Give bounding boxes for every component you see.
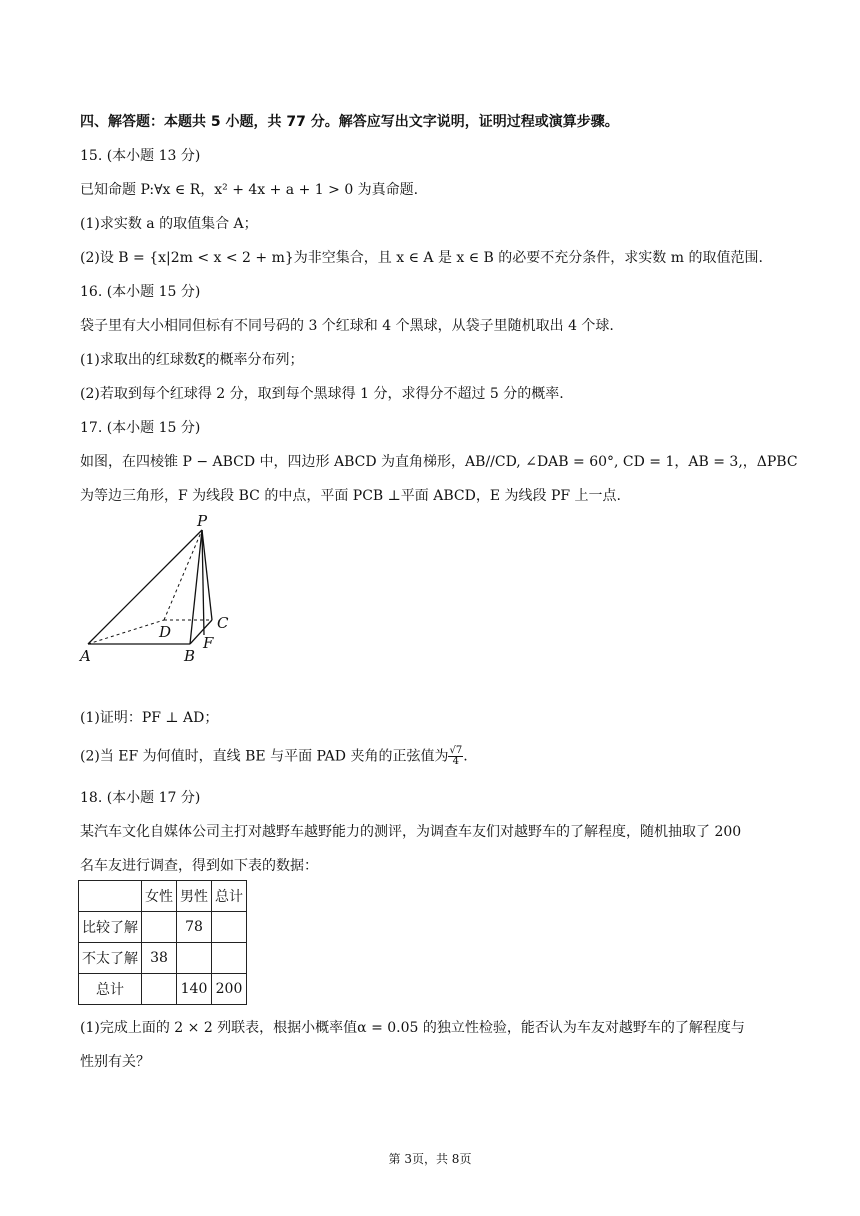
q17-part2-text: (2)当 EF 为何值时，直线 BE 与平面 PAD 夹角的正弦值为 — [80, 748, 449, 765]
table-row — [79, 943, 247, 974]
table-header-cell: 男性 — [177, 881, 212, 912]
table-cell — [177, 943, 212, 974]
table-cell: 78 — [177, 912, 212, 943]
q18-part1-line2: 性别有关？ — [80, 1054, 150, 1070]
pyramid-figure — [74, 510, 244, 666]
q18-part1-line1: (1)完成上面的 2 × 2 列联表，根据小概率值α = 0.05 的独立性检验，能否认为车友对越野车的了解程度与 — [80, 1020, 745, 1036]
q17-stem-line1: 如图，在四棱锥 P − ABCD 中，四边形 ABCD 为直角梯形，AB//CD, ∠DAB = 60°, CD = 1，AB = 3,，ΔPBC — [80, 454, 798, 470]
table-cell: 总计 — [79, 974, 142, 1005]
q15-part2: (2)设 B = {x|2m < x < 2 + m}为非空集合，且 x ∈ A 是 x ∈ B 的必要不充分条件，求实数 m 的取值范围. — [80, 250, 763, 266]
table-cell — [212, 912, 247, 943]
q18-header: 18. (本小题 17 分) — [80, 790, 201, 806]
edge-PA — [88, 530, 202, 644]
section-heading: 四、解答题：本题共 5 小题，共 77 分。解答应写出文字说明，证明过程或演算步骤。 — [80, 114, 619, 130]
fraction-numerator: √7 — [449, 745, 463, 756]
q17-stem-line2: 为等边三角形，F 为线段 BC 的中点，平面 PCB ⊥平面 ABCD，E 为线段 PF 上一点. — [80, 488, 622, 504]
table-cell: 不太了解 — [79, 943, 142, 974]
table-cell: 140 — [177, 974, 212, 1005]
q16-part1: (1)求取出的红球数ξ的概率分布列； — [80, 352, 304, 368]
table-row — [79, 912, 247, 943]
q17-part2-period: . — [463, 748, 468, 765]
q15-header: 15. (本小题 13 分) — [80, 148, 201, 164]
table-header-row — [79, 881, 247, 912]
table-cell — [212, 943, 247, 974]
label-B: B — [184, 647, 196, 665]
table-cell — [142, 974, 177, 1005]
q16-header: 16. (本小题 15 分) — [80, 284, 201, 300]
table-cell: 200 — [212, 974, 247, 1005]
q15-part1: (1)求实数 a 的取值集合 A； — [80, 216, 258, 232]
table-cell: 38 — [142, 943, 177, 974]
table-cell: 比较了解 — [79, 912, 142, 943]
table-cell — [142, 912, 177, 943]
q18-stem-line2: 名车友进行调查，得到如下表的数据： — [80, 858, 318, 874]
edge-PB — [190, 530, 202, 644]
q17-part1: (1)证明：PF ⊥ AD； — [80, 710, 219, 726]
q17-part2 — [80, 746, 468, 767]
fraction-denominator: 4 — [452, 756, 459, 767]
label-D: D — [159, 623, 172, 641]
q16-stem: 袋子里有大小相同但标有不同号码的 3 个红球和 4 个黑球，从袋子里随机取出 4 个球. — [80, 318, 614, 334]
label-P: P — [197, 512, 208, 530]
q16-part2: (2)若取到每个红球得 2 分，取到每个黑球得 1 分，求得分不超过 5 分的概率. — [80, 386, 564, 402]
edge-PD — [164, 530, 202, 620]
q18-stem-line1: 某汽车文化自媒体公司主打对越野车越野能力的测评，为调查车友们对越野车的了解程度，随机抽取了 200 — [80, 824, 742, 840]
label-F: F — [203, 634, 214, 652]
label-A: A — [80, 647, 91, 665]
q17-header: 17. (本小题 15 分) — [80, 420, 201, 436]
q15-stem: 已知命题 P:∀x ∈ R，x² + 4x + a + 1 > 0 为真命题. — [80, 182, 419, 198]
q17-part2-fraction — [448, 746, 463, 767]
table-header-cell — [79, 881, 142, 912]
page-footer: 第 3页，共 8页 — [388, 1152, 472, 1166]
label-C: C — [217, 614, 229, 632]
table-header-cell: 女性 — [142, 881, 177, 912]
table-header-cell: 总计 — [212, 881, 247, 912]
table-row — [79, 974, 247, 1005]
contingency-table — [78, 880, 247, 1005]
